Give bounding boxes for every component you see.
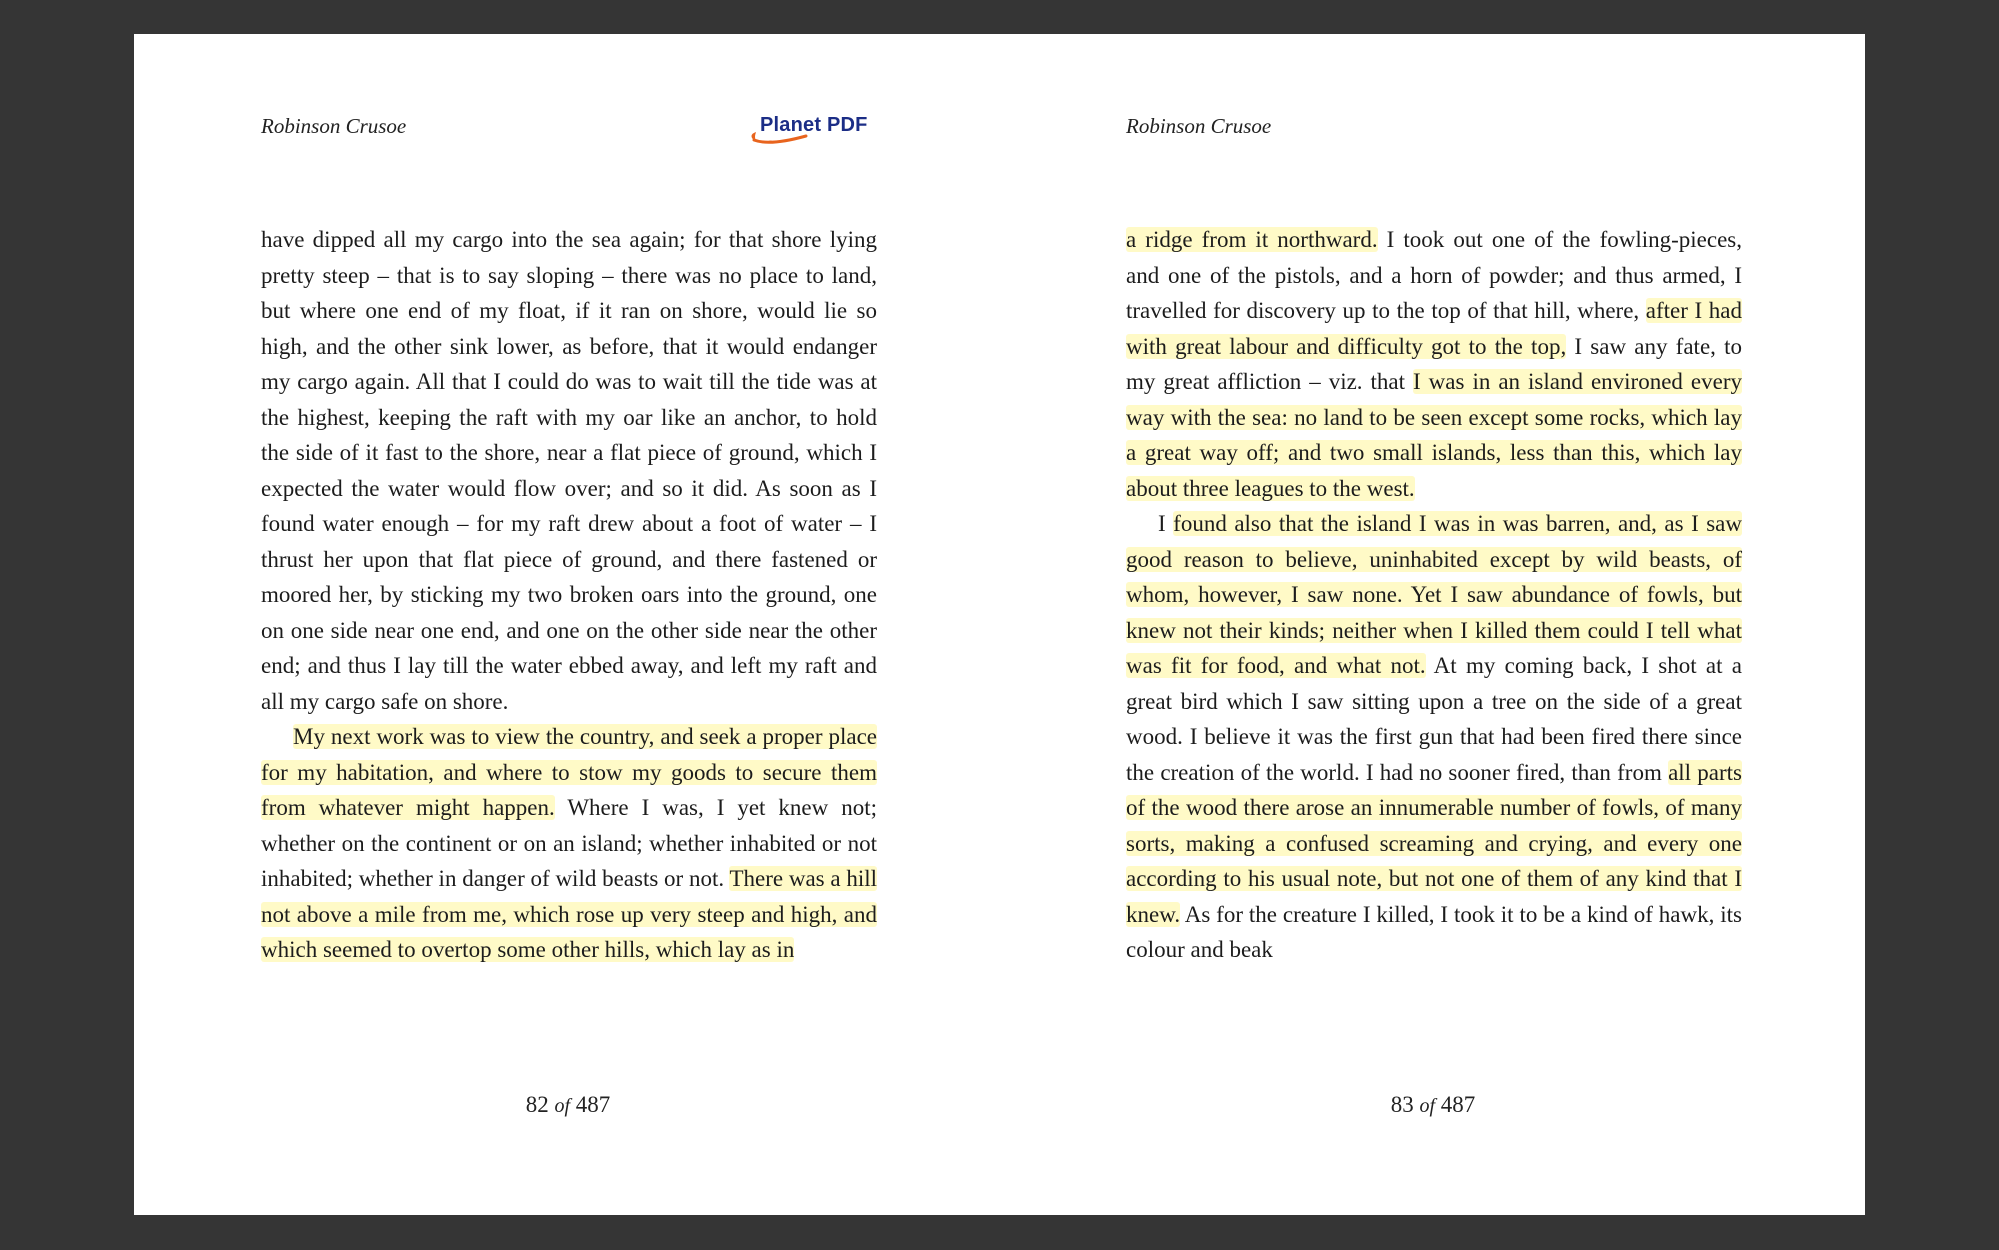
highlighted-text: a ridge from it northward. bbox=[1126, 227, 1378, 252]
highlighted-text: all parts of the wood there arose an innumerable number of fowls, of many sorts, making a confused screaming and crying, and every one according to his usual note, but not one of them of any kind that I knew. bbox=[1126, 759, 1742, 927]
total-pages: 487 bbox=[1440, 1092, 1476, 1117]
paragraph bbox=[261, 719, 877, 968]
running-head-right: Robinson Crusoe bbox=[1126, 114, 1272, 138]
paragraph bbox=[1126, 506, 1742, 968]
left-page-number bbox=[468, 1092, 668, 1118]
page-number: 82 bbox=[525, 1092, 549, 1117]
text-segment: I saw any fate, to my great affliction – viz. that bbox=[1126, 333, 1742, 394]
logo-text: Planet PDF bbox=[760, 114, 868, 136]
planet-pdf-logo bbox=[750, 114, 895, 148]
running-head-left: Robinson Crusoe bbox=[261, 114, 407, 138]
text-segment: have dipped all my cargo into the sea again; for that shore lying pretty steep – that is to say sloping – there was no place to land, but where one end of my float, if it ran on shore, would lie so high, and the other sink lower, as before, that it would endanger my cargo again. All that I could do was to wait till the tide was at the highest, keeping the raft with my oar like an anchor, to hold the side of it fast to the shore, near a flat piece of ground, which I expected the water would flow over; and so it did. As soon as I found water enough – for my raft drew about a foot of water – I thrust her upon that flat piece of ground, and there fastened or moored her, by sticking my two broken oars into the ground, one on one side near one end, and one on the other side near the other end; and thus I lay till the water ebbed away, and left my raft and all my cargo safe on shore. bbox=[261, 227, 877, 714]
text-segment: As for the creature I killed, I took it to be a kind of hawk, its colour and beak bbox=[1126, 901, 1742, 962]
highlighted-text: after I had with great labour and difficulty got to the top, bbox=[1126, 298, 1742, 359]
page-separator: of bbox=[1419, 1095, 1436, 1117]
text-segment: Where I was, I yet knew not; whether on the continent or on an island; whether inhabited or not inhabited; whether in danger of wild beasts or not. bbox=[261, 795, 877, 891]
text-segment: I bbox=[1158, 511, 1174, 536]
text-segment: At my coming back, I shot at a great bird which I saw sitting upon a tree on the side of a great wood. I believe it was the first gun that had been fired there since the creation of the world. I had no sooner fired, than from bbox=[1126, 653, 1742, 785]
highlighted-text: found also that the island I was in was barren, and, as I saw good reason to believe, uninhabited except by wild beasts, of whom, however, I saw none. Yet I saw abundance of fowls, but knew not their kinds; neither when I killed them could I tell what was fit for food, and what not. bbox=[1126, 511, 1742, 678]
page-number: 83 bbox=[1390, 1092, 1414, 1117]
right-page bbox=[999, 34, 1865, 1215]
total-pages: 487 bbox=[575, 1092, 611, 1117]
right-page-body bbox=[1126, 222, 1742, 968]
left-page bbox=[134, 34, 999, 1215]
paragraph bbox=[261, 222, 877, 719]
paragraph bbox=[1126, 222, 1742, 506]
highlighted-text: There was a hill not above a mile from me, which rose up very steep and high, and which seemed to overtop some other hills, which lay as in bbox=[261, 866, 877, 962]
highlighted-text: I was in an island environed every way with the sea: no land to be seen except some rocks, which lay a great way off; and two small islands, less than this, which lay about three leagues to the west. bbox=[1126, 369, 1742, 501]
page-separator: of bbox=[554, 1095, 571, 1117]
right-page-number bbox=[1333, 1092, 1533, 1118]
left-page-body bbox=[261, 222, 877, 968]
text-segment: I took out one of the fowling-pieces, and one of the pistols, and a horn of powder; and thus armed, I travelled for discovery up to the top of that hill, where, bbox=[1126, 227, 1742, 323]
highlighted-text: My next work was to view the country, and seek a proper place for my habitation, and where to stow my goods to secure them from whatever might happen. bbox=[261, 724, 877, 820]
pdf-spread bbox=[134, 34, 1865, 1215]
